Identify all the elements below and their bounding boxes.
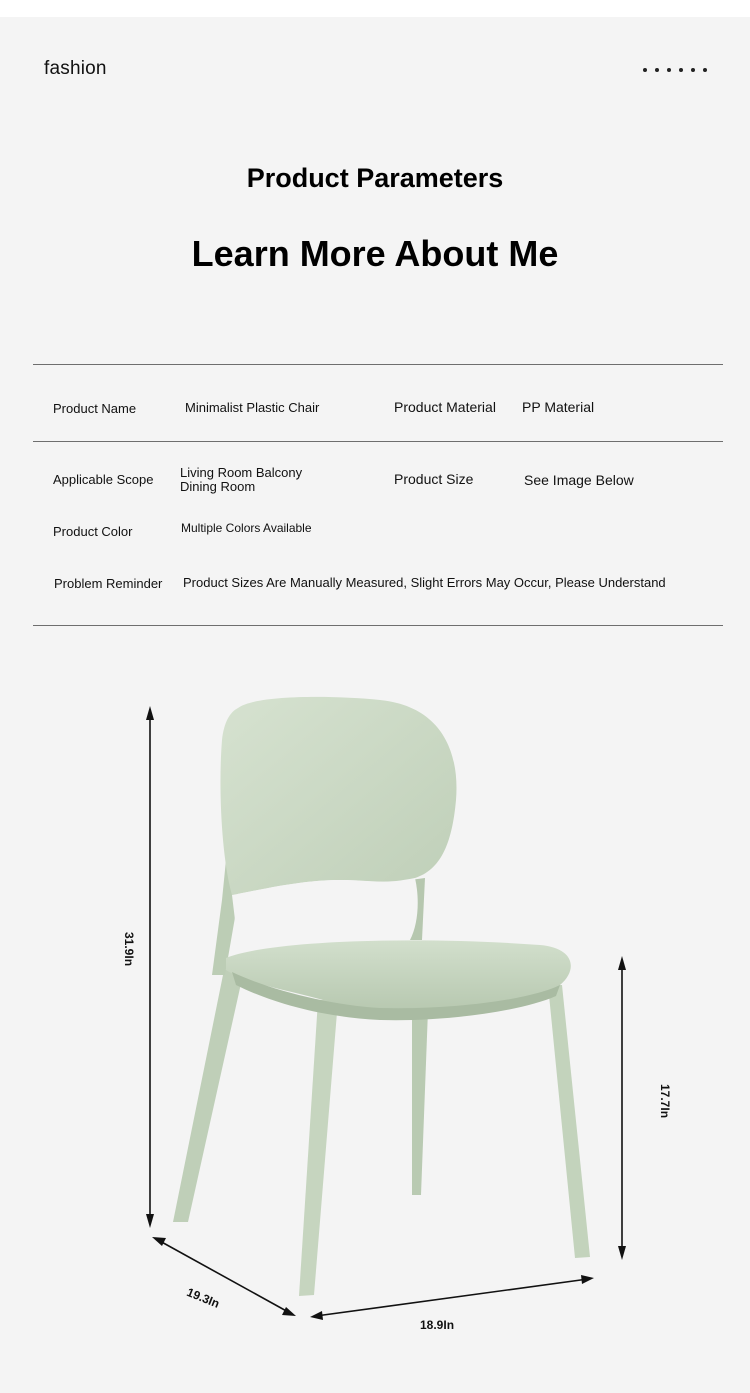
product-material-label: Product Material <box>394 399 496 415</box>
back-left-leg <box>173 970 244 1222</box>
height-label: 31.9In <box>122 932 136 967</box>
product-name-label: Product Name <box>53 401 137 416</box>
arrow-head <box>618 956 626 970</box>
problem-reminder-value: Product Sizes Are Manually Measured, Slight Errors May Occur, Please Understand <box>183 575 666 590</box>
arrow-head <box>152 1237 166 1246</box>
width-label: 18.9In <box>420 1318 455 1332</box>
applicable-scope-label: Applicable Scope <box>53 472 154 487</box>
section-title: Learn More About Me <box>191 233 559 274</box>
depth-label: 19.3In <box>184 1285 222 1311</box>
product-material-value: PP Material <box>522 399 595 415</box>
chair-dimension-figure <box>0 640 750 1380</box>
divider <box>33 364 723 365</box>
product-size-value: See Image Below <box>524 472 634 488</box>
applicable-scope-line: Living Room Balcony <box>180 465 303 480</box>
more-dots-icon[interactable] <box>643 60 707 80</box>
arrow-head <box>581 1275 594 1284</box>
rear-leg <box>412 1010 428 1195</box>
divider <box>33 441 723 442</box>
section-subtitle: Product Parameters <box>246 163 504 193</box>
arrow-head <box>146 706 154 720</box>
product-color-label: Product Color <box>53 524 133 539</box>
arrow-head <box>618 1246 626 1260</box>
applicable-scope-line: Dining Room <box>180 479 256 494</box>
front-left-leg <box>299 1000 338 1296</box>
seat-height-label: 17.7In <box>658 1084 672 1119</box>
divider <box>33 625 723 626</box>
width-line <box>316 1279 588 1316</box>
product-color-value: Multiple Colors Available <box>181 521 312 535</box>
product-size-label: Product Size <box>394 471 474 487</box>
arrow-head <box>310 1311 323 1320</box>
front-right-leg <box>548 985 590 1258</box>
arrow-head <box>282 1307 296 1316</box>
depth-line <box>158 1240 290 1313</box>
applicable-scope-value <box>180 466 302 494</box>
brand-logo: fashion <box>44 58 107 79</box>
arrow-head <box>146 1214 154 1228</box>
product-name-value: Minimalist Plastic Chair <box>185 400 320 415</box>
chair-illustration <box>0 640 750 1380</box>
problem-reminder-label: Problem Reminder <box>54 576 163 591</box>
backrest <box>220 697 456 895</box>
